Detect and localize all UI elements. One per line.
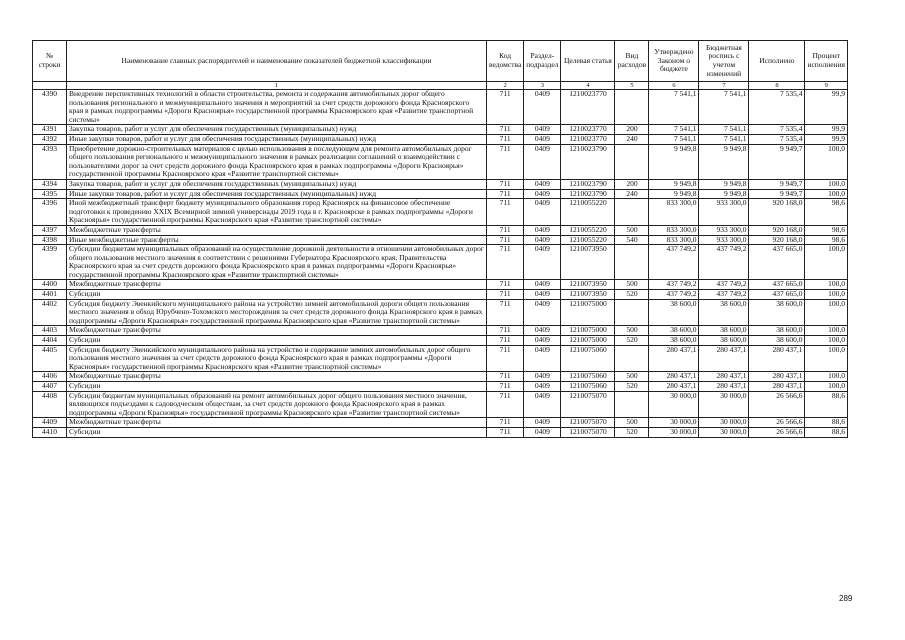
expense-type-cell (615, 245, 649, 280)
row-number-cell: 4407 (33, 382, 67, 392)
department-code-cell: 711 (487, 144, 524, 179)
table-row (33, 144, 848, 179)
approved-amount-cell: 7 541,1 (649, 134, 699, 144)
schedule-amount-cell: 30 000,0 (699, 427, 749, 437)
executed-amount-cell: 26 566,6 (749, 391, 805, 418)
header-row (33, 41, 848, 82)
schedule-amount-cell: 9 949,8 (699, 189, 749, 199)
schedule-amount-cell: 38 600,0 (699, 299, 749, 326)
table-body (33, 90, 848, 438)
section-cell: 0409 (524, 280, 561, 290)
section-cell: 0409 (524, 90, 561, 125)
row-number-cell: 4409 (33, 418, 67, 428)
schedule-amount-cell: 30 000,0 (699, 418, 749, 428)
section-cell: 0409 (524, 225, 561, 235)
schedule-amount-cell: 7 541,1 (699, 125, 749, 135)
section-cell: 0409 (524, 336, 561, 346)
target-item-cell: 1210075000 (561, 336, 615, 346)
expense-type-cell (615, 199, 649, 226)
col-header-approved-by-law: Утверждено Законом о бюджете (649, 41, 699, 82)
row-name-cell: Субсидии (67, 336, 487, 346)
approved-amount-cell: 280 437,1 (649, 345, 699, 372)
table-row (33, 391, 848, 418)
target-item-cell: 1210023770 (561, 125, 615, 135)
page-number: 289 (839, 594, 853, 603)
percent-cell: 88,6 (805, 391, 848, 418)
section-cell: 0409 (524, 391, 561, 418)
col-header-percent: Процент исполнения (805, 41, 848, 82)
table-row (33, 418, 848, 428)
approved-amount-cell: 437 749,2 (649, 245, 699, 280)
department-code-cell: 711 (487, 326, 524, 336)
table-row (33, 125, 848, 135)
expense-type-cell: 240 (615, 134, 649, 144)
budget-execution-table (32, 40, 848, 438)
schedule-amount-cell: 437 749,2 (699, 245, 749, 280)
row-number-cell: 4393 (33, 144, 67, 179)
schedule-amount-cell: 933 300,0 (699, 225, 749, 235)
executed-amount-cell: 9 949,7 (749, 179, 805, 189)
expense-type-cell: 500 (615, 280, 649, 290)
section-cell: 0409 (524, 299, 561, 326)
target-item-cell: 1210075070 (561, 418, 615, 428)
section-cell: 0409 (524, 245, 561, 280)
percent-cell: 98,6 (805, 199, 848, 226)
percent-cell: 98,6 (805, 225, 848, 235)
target-item-cell: 1210075000 (561, 326, 615, 336)
executed-amount-cell: 437 665,0 (749, 290, 805, 300)
target-item-cell: 1210023770 (561, 90, 615, 125)
row-number-cell: 4397 (33, 225, 67, 235)
executed-amount-cell: 26 566,6 (749, 418, 805, 428)
executed-amount-cell: 38 600,0 (749, 336, 805, 346)
section-cell: 0409 (524, 427, 561, 437)
executed-amount-cell: 26 566,6 (749, 427, 805, 437)
row-name-cell: Иной межбюджетный трансферт бюджету муниципального образования город Красноярск на финансовое обеспечение подготовки к проведению XXIX Всемирной зимней универсиады 2019 года в г. Красноярске в рамках подпрограммы «Дороги Красноярья» государственной программы Красноярского края «Развитие транспортной системы» (67, 199, 487, 226)
row-name-cell: Внедрение перспективных технологий в области строительства, ремонта и содержания автомобильных дорог общего пользования регионального и межмуниципального значения и мероприятий за счет средств дорожного фонда Красноярского края в рамках подпрограммы «Дороги Красноярья» государственной программы Красноярского края «Развитие транспортной системы» (67, 90, 487, 125)
row-number-cell: 4401 (33, 290, 67, 300)
approved-amount-cell: 30 000,0 (649, 427, 699, 437)
department-code-cell: 711 (487, 245, 524, 280)
percent-cell: 100,0 (805, 189, 848, 199)
target-item-cell: 1210073950 (561, 290, 615, 300)
percent-cell: 100,0 (805, 345, 848, 372)
percent-cell: 88,6 (805, 427, 848, 437)
percent-cell: 88,6 (805, 418, 848, 428)
schedule-amount-cell: 38 600,0 (699, 336, 749, 346)
department-code-cell: 711 (487, 235, 524, 245)
target-item-cell: 1210075070 (561, 427, 615, 437)
table-row (33, 199, 848, 226)
department-code-cell: 711 (487, 280, 524, 290)
approved-amount-cell: 833 300,0 (649, 225, 699, 235)
col-header-name: Наименование главных распорядителей и наименование показателей бюджетной классификации (67, 41, 487, 82)
department-code-cell: 711 (487, 179, 524, 189)
approved-amount-cell: 30 000,0 (649, 418, 699, 428)
table-row (33, 90, 848, 125)
row-name-cell: Закупка товаров, работ и услуг для обеспечения государственных (муниципальных) нужд (67, 125, 487, 135)
expense-type-cell (615, 144, 649, 179)
row-number-cell: 4392 (33, 134, 67, 144)
expense-type-cell: 200 (615, 179, 649, 189)
department-code-cell: 711 (487, 299, 524, 326)
row-name-cell: Приобретение дорожно-строительных материалов с целью использования в последующем для ремонта автомобильных дорог общего пользования регионального и межмуниципального значения в рамках реализации соглашений о взаимодействии с пользователями дорог за счет средств дорожного фонда Красноярского края в рамках подпрограммы «Дороги Красноярья» государственной программы Красноярского края «Развитие транспортной системы» (67, 144, 487, 179)
percent-cell: 100,0 (805, 290, 848, 300)
row-number-cell: 4403 (33, 326, 67, 336)
table-row (33, 179, 848, 189)
row-number-cell: 4405 (33, 345, 67, 372)
department-code-cell: 711 (487, 427, 524, 437)
row-number-cell: 4400 (33, 280, 67, 290)
index-cell: 2 (487, 82, 524, 90)
schedule-amount-cell: 9 949,8 (699, 179, 749, 189)
table-row (33, 382, 848, 392)
executed-amount-cell: 437 665,0 (749, 245, 805, 280)
executed-amount-cell: 920 168,0 (749, 199, 805, 226)
col-header-department-code: Код ведомства (487, 41, 524, 82)
index-cell: 5 (615, 82, 649, 90)
section-cell: 0409 (524, 144, 561, 179)
schedule-amount-cell: 9 949,8 (699, 144, 749, 179)
schedule-amount-cell: 933 300,0 (699, 235, 749, 245)
table-row (33, 290, 848, 300)
department-code-cell: 711 (487, 225, 524, 235)
approved-amount-cell: 38 600,0 (649, 326, 699, 336)
section-cell: 0409 (524, 418, 561, 428)
department-code-cell: 711 (487, 382, 524, 392)
table-row (33, 225, 848, 235)
section-cell: 0409 (524, 189, 561, 199)
schedule-amount-cell: 30 000,0 (699, 391, 749, 418)
table-row (33, 427, 848, 437)
target-item-cell: 1210023770 (561, 134, 615, 144)
row-name-cell: Иные закупки товаров, работ и услуг для обеспечения государственных (муниципальных) нужд (67, 189, 487, 199)
department-code-cell: 711 (487, 125, 524, 135)
schedule-amount-cell: 280 437,1 (699, 372, 749, 382)
row-name-cell: Субсидии (67, 427, 487, 437)
target-item-cell: 1210073950 (561, 280, 615, 290)
row-number-cell: 4396 (33, 199, 67, 226)
index-cell: 9 (805, 82, 848, 90)
section-cell: 0409 (524, 326, 561, 336)
percent-cell: 100,0 (805, 336, 848, 346)
approved-amount-cell: 437 749,2 (649, 280, 699, 290)
executed-amount-cell: 280 437,1 (749, 382, 805, 392)
approved-amount-cell: 7 541,1 (649, 125, 699, 135)
executed-amount-cell: 7 535,4 (749, 90, 805, 125)
schedule-amount-cell: 933 300,0 (699, 199, 749, 226)
row-number-cell: 4408 (33, 391, 67, 418)
table-row (33, 134, 848, 144)
section-cell: 0409 (524, 134, 561, 144)
executed-amount-cell: 9 949,7 (749, 189, 805, 199)
target-item-cell: 1210075060 (561, 372, 615, 382)
col-header-row-number: № строки (33, 41, 67, 82)
schedule-amount-cell: 437 749,2 (699, 290, 749, 300)
row-name-cell: Межбюджетные трансферты (67, 372, 487, 382)
table-row (33, 245, 848, 280)
expense-type-cell: 520 (615, 427, 649, 437)
row-number-cell: 4391 (33, 125, 67, 135)
target-item-cell: 1210055220 (561, 199, 615, 226)
index-cell: 1 (67, 82, 487, 90)
section-cell: 0409 (524, 290, 561, 300)
schedule-amount-cell: 437 749,2 (699, 280, 749, 290)
row-number-cell: 4402 (33, 299, 67, 326)
percent-cell: 100,0 (805, 326, 848, 336)
row-name-cell: Субсидии бюджетам муниципальных образований на ремонт автомобильных дорог общего пользования местного значения, являющихся подъездами к садоводческим обществам, за счет средств дорожного фонда Красноярского края в рамках подпрограммы «Дороги Красноярья» государственной программы Красноярского края «Развитие транспортной системы» (67, 391, 487, 418)
index-cell: 3 (524, 82, 561, 90)
schedule-amount-cell: 280 437,1 (699, 345, 749, 372)
row-name-cell: Субсидии (67, 290, 487, 300)
row-number-cell: 4398 (33, 235, 67, 245)
section-cell: 0409 (524, 372, 561, 382)
department-code-cell: 711 (487, 134, 524, 144)
approved-amount-cell: 38 600,0 (649, 336, 699, 346)
expense-type-cell (615, 345, 649, 372)
expense-type-cell: 240 (615, 189, 649, 199)
budget-table-sheet (32, 40, 848, 438)
expense-type-cell (615, 391, 649, 418)
executed-amount-cell: 920 168,0 (749, 235, 805, 245)
executed-amount-cell: 9 949,7 (749, 144, 805, 179)
table-row (33, 299, 848, 326)
department-code-cell: 711 (487, 189, 524, 199)
percent-cell: 100,0 (805, 382, 848, 392)
department-code-cell: 711 (487, 418, 524, 428)
schedule-amount-cell: 7 541,1 (699, 90, 749, 125)
approved-amount-cell: 9 949,8 (649, 189, 699, 199)
row-name-cell: Межбюджетные трансферты (67, 326, 487, 336)
col-header-executed: Исполнено (749, 41, 805, 82)
approved-amount-cell: 38 600,0 (649, 299, 699, 326)
table-row (33, 372, 848, 382)
index-cell: 7 (699, 82, 749, 90)
section-cell: 0409 (524, 125, 561, 135)
row-name-cell: Субсидия бюджету Эвенкийского муниципального района на устройство зимней автомобильной дороги общего пользования местного значения в обход Юрубчено-Тохомского месторождения за счет средств дорожного фонда Красноярского края в рамках подпрограммы «Дороги Красноярья» государственной программы Красноярского края «Развитие транспортной системы» (67, 299, 487, 326)
target-item-cell: 1210075000 (561, 299, 615, 326)
target-item-cell: 1210073950 (561, 245, 615, 280)
target-item-cell: 1210055220 (561, 225, 615, 235)
table-row (33, 326, 848, 336)
expense-type-cell: 500 (615, 372, 649, 382)
row-number-cell: 4406 (33, 372, 67, 382)
executed-amount-cell: 437 665,0 (749, 280, 805, 290)
executed-amount-cell: 38 600,0 (749, 326, 805, 336)
approved-amount-cell: 833 300,0 (649, 235, 699, 245)
percent-cell: 100,0 (805, 280, 848, 290)
table-row (33, 345, 848, 372)
section-cell: 0409 (524, 235, 561, 245)
expense-type-cell (615, 299, 649, 326)
approved-amount-cell: 7 541,1 (649, 90, 699, 125)
target-item-cell: 1210023790 (561, 179, 615, 189)
percent-cell: 100,0 (805, 144, 848, 179)
expense-type-cell: 520 (615, 336, 649, 346)
percent-cell: 98,6 (805, 235, 848, 245)
table-row (33, 280, 848, 290)
executed-amount-cell: 280 437,1 (749, 372, 805, 382)
row-name-cell: Иные межбюджетные трансферты (67, 235, 487, 245)
section-cell: 0409 (524, 345, 561, 372)
target-item-cell: 1210075060 (561, 382, 615, 392)
row-name-cell: Межбюджетные трансферты (67, 418, 487, 428)
row-name-cell: Иные закупки товаров, работ и услуг для обеспечения государственных (муниципальных) нужд (67, 134, 487, 144)
table-row (33, 189, 848, 199)
executed-amount-cell: 280 437,1 (749, 345, 805, 372)
col-header-target-item: Целевая статья (561, 41, 615, 82)
department-code-cell: 711 (487, 345, 524, 372)
percent-cell: 100,0 (805, 179, 848, 189)
expense-type-cell: 500 (615, 225, 649, 235)
approved-amount-cell: 30 000,0 (649, 391, 699, 418)
approved-amount-cell: 280 437,1 (649, 372, 699, 382)
department-code-cell: 711 (487, 336, 524, 346)
executed-amount-cell: 920 168,0 (749, 225, 805, 235)
approved-amount-cell: 9 949,8 (649, 179, 699, 189)
executed-amount-cell: 7 535,4 (749, 125, 805, 135)
index-cell: 8 (749, 82, 805, 90)
target-item-cell: 1210055220 (561, 235, 615, 245)
expense-type-cell (615, 90, 649, 125)
expense-type-cell: 520 (615, 290, 649, 300)
expense-type-cell: 540 (615, 235, 649, 245)
row-name-cell: Субсидии бюджетам муниципальных образований на осуществление дорожной деятельности в отношении автомобильных дорог общего пользования местного значения в соответствии с решениями Губернатора Красноярского края, Правительства Красноярского края за счет средств дорожного фонда Красноярского края в рамках подпрограммы «Дороги Красноярья» государственной программы Красноярского края «Развитие транспортной системы» (67, 245, 487, 280)
row-number-cell: 4394 (33, 179, 67, 189)
target-item-cell: 1210075060 (561, 345, 615, 372)
section-cell: 0409 (524, 199, 561, 226)
row-name-cell: Субсидия бюджету Эвенкийского муниципального района на устройство и содержание зимних автомобильных дорог общего пользования местного значения за счет средств дорожного фонда Красноярского края в рамках подпрограммы «Дороги Красноярья» государственной программы Красноярского края «Развитие транспортной системы» (67, 345, 487, 372)
department-code-cell: 711 (487, 391, 524, 418)
index-cell: 6 (649, 82, 699, 90)
department-code-cell: 711 (487, 90, 524, 125)
row-name-cell: Межбюджетные трансферты (67, 225, 487, 235)
percent-cell: 100,0 (805, 299, 848, 326)
target-item-cell: 1210075070 (561, 391, 615, 418)
target-item-cell: 1210023790 (561, 144, 615, 179)
col-header-section: Раздел-подраздел (524, 41, 561, 82)
percent-cell: 99,9 (805, 125, 848, 135)
target-item-cell: 1210023790 (561, 189, 615, 199)
approved-amount-cell: 9 949,8 (649, 144, 699, 179)
expense-type-cell: 500 (615, 418, 649, 428)
row-number-cell: 4399 (33, 245, 67, 280)
row-number-cell: 4410 (33, 427, 67, 437)
row-name-cell: Закупка товаров, работ и услуг для обеспечения государственных (муниципальных) нужд (67, 179, 487, 189)
approved-amount-cell: 280 437,1 (649, 382, 699, 392)
approved-amount-cell: 833 300,0 (649, 199, 699, 226)
section-cell: 0409 (524, 382, 561, 392)
executed-amount-cell: 7 535,4 (749, 134, 805, 144)
department-code-cell: 711 (487, 372, 524, 382)
schedule-amount-cell: 280 437,1 (699, 382, 749, 392)
approved-amount-cell: 437 749,2 (649, 290, 699, 300)
index-cell (33, 82, 67, 90)
expense-type-cell: 200 (615, 125, 649, 135)
column-index-row (33, 82, 848, 90)
percent-cell: 99,9 (805, 134, 848, 144)
department-code-cell: 711 (487, 199, 524, 226)
row-number-cell: 4404 (33, 336, 67, 346)
row-name-cell: Межбюджетные трансферты (67, 280, 487, 290)
col-header-expense-type: Вид расходов (615, 41, 649, 82)
section-cell: 0409 (524, 179, 561, 189)
percent-cell: 100,0 (805, 372, 848, 382)
percent-cell: 99,9 (805, 90, 848, 125)
index-cell: 4 (561, 82, 615, 90)
col-header-budget-schedule: Бюджетная роспись с учетом изменений (699, 41, 749, 82)
department-code-cell: 711 (487, 290, 524, 300)
table-row (33, 336, 848, 346)
executed-amount-cell: 38 600,0 (749, 299, 805, 326)
expense-type-cell: 500 (615, 326, 649, 336)
table-row (33, 235, 848, 245)
percent-cell: 100,0 (805, 245, 848, 280)
schedule-amount-cell: 38 600,0 (699, 326, 749, 336)
row-number-cell: 4390 (33, 90, 67, 125)
expense-type-cell: 520 (615, 382, 649, 392)
row-number-cell: 4395 (33, 189, 67, 199)
schedule-amount-cell: 7 541,1 (699, 134, 749, 144)
row-name-cell: Субсидии (67, 382, 487, 392)
